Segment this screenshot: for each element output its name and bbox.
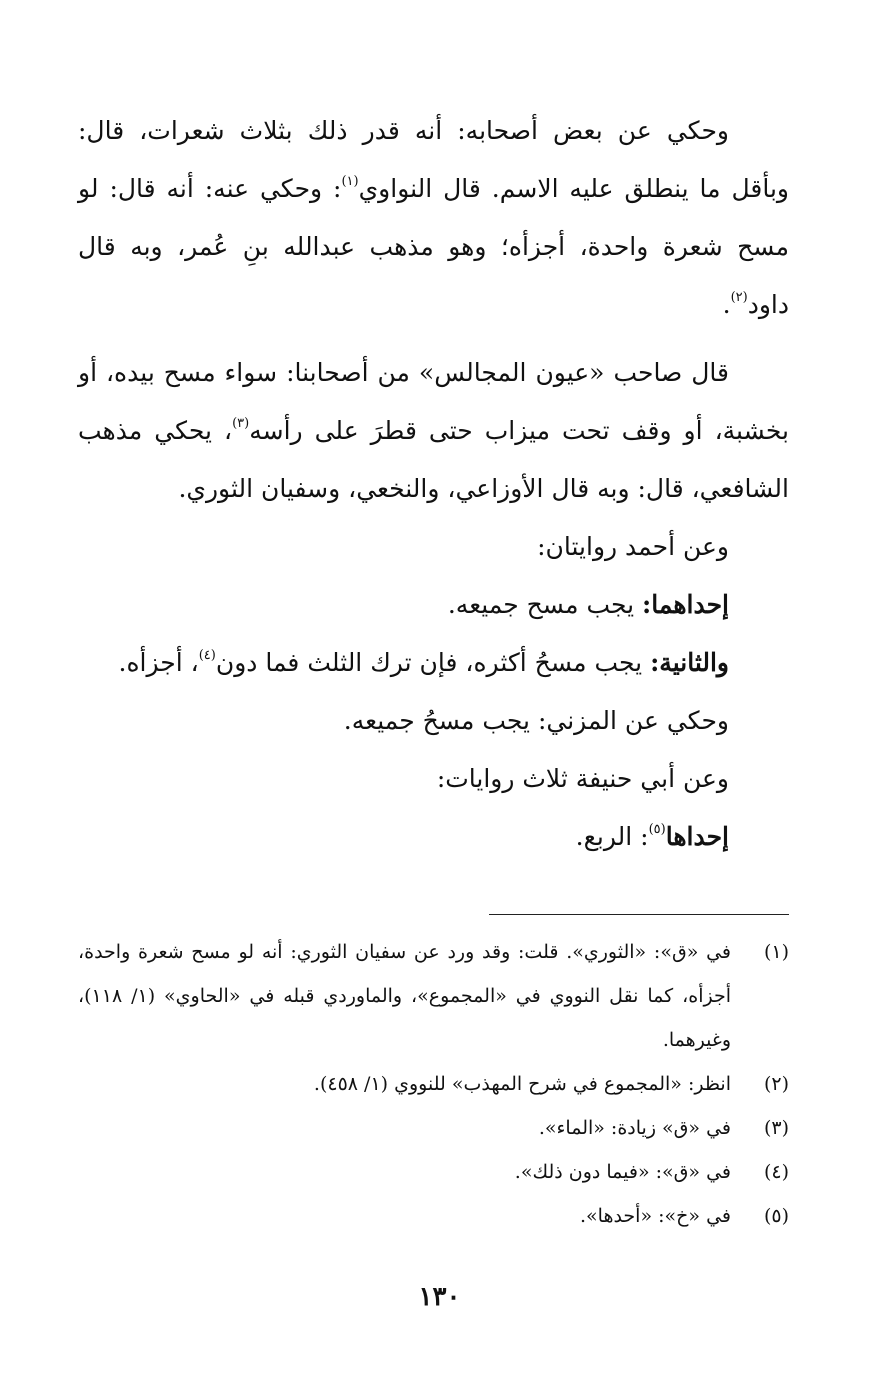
paragraph-2 (78, 344, 789, 518)
footnote-number: (٤) (763, 1161, 789, 1183)
footnote-number: (٥) (763, 1205, 789, 1227)
paragraph-1 (78, 102, 789, 334)
footnote-text: في «ق»: «فيما دون ذلك». (514, 1161, 731, 1183)
line-first-narration (78, 576, 789, 634)
line-muzani: وحكي عن المزني: يجب مسحُ جميعه. (343, 706, 729, 735)
footnote-text: في «ق»: «الثوري». قلت: وقد ورد عن سفيان الثوري: أنه لو مسح شعرة واحدة، أجزأه، كما نقل النووي في «المجموع»، والماوردي قبله في «الحاوي» (١/ ١١٨)، وغيرهما. (78, 941, 731, 1051)
footnote-ref-2[interactable]: (٢) (730, 290, 748, 305)
footnote-ref-4[interactable]: (٤) (198, 648, 216, 663)
line-second-narration (78, 634, 789, 692)
footnote-text: انظر: «المجموع في شرح المهذب» للنووي (١/ ٤٥٨). (313, 1073, 731, 1095)
footnote-2 (78, 1062, 789, 1106)
text-second-a: يجب مسحُ أكثره، فإن ترك الثلث فما دون (215, 648, 651, 677)
line-ahmad-two-narrations: وعن أحمد روايتان: (537, 532, 729, 561)
page-number: ١٣٠ (418, 1282, 461, 1312)
footnote-ref-3[interactable]: (٣) (232, 416, 250, 431)
paragraph-1-part-2: : وحكي عنه: أنه قال: لو مسح شعرة واحدة، أجزأه؛ وهو مذهب عبدالله بنِ عُمر، وبه قال داود (78, 174, 789, 319)
paragraph-2-part-2: ، يحكي مذهب الشافعي، قال: وبه قال الأوزاعي، والنخعي، وسفيان الثوري. (78, 416, 789, 503)
footnote-number: (٣) (763, 1117, 789, 1139)
line-abu-hanifa: وعن أبي حنيفة ثلاث روايات: (436, 764, 729, 793)
footnote-ref-5[interactable]: (٥) (648, 822, 666, 837)
footnote-3 (78, 1106, 789, 1150)
footnote-1 (78, 930, 789, 1062)
label-first: إحداهما: (642, 590, 729, 619)
text-first-of-three: : الربع. (575, 822, 649, 851)
line-first-of-three (78, 808, 789, 866)
footnote-number: (٢) (763, 1073, 789, 1095)
label-first-of-three: إحداها (665, 822, 729, 851)
paragraph-1-part-1: وحكي عن بعض أصحابه: أنه قدر ذلك بثلاث شعرات، قال: وبأقل ما ينطلق عليه الاسم. قال النواوي (78, 116, 790, 203)
footnote-ref-1[interactable]: (١) (341, 174, 359, 189)
footnote-number: (١) (763, 941, 789, 963)
footnote-divider (489, 914, 789, 915)
footnote-text: في «ق» زيادة: «الماء». (538, 1117, 731, 1139)
footnote-5 (78, 1194, 789, 1238)
paragraph-1-part-3: . (722, 290, 731, 319)
text-first: يجب مسح جميعه. (447, 590, 643, 619)
text-second-b: ، أجزأه. (118, 648, 199, 677)
label-second: والثانية: (650, 648, 729, 677)
footnotes (78, 930, 789, 1238)
footnote-text: في «خ»: «أحدها». (579, 1205, 731, 1227)
footnote-4 (78, 1150, 789, 1194)
paragraph-2-part-1: قال صاحب «عيون المجالس» من أصحابنا: سواء مسح بيده، أو بخشبة، أو وقف تحت ميزاب حتى قطرَ على رأسه (78, 358, 789, 445)
